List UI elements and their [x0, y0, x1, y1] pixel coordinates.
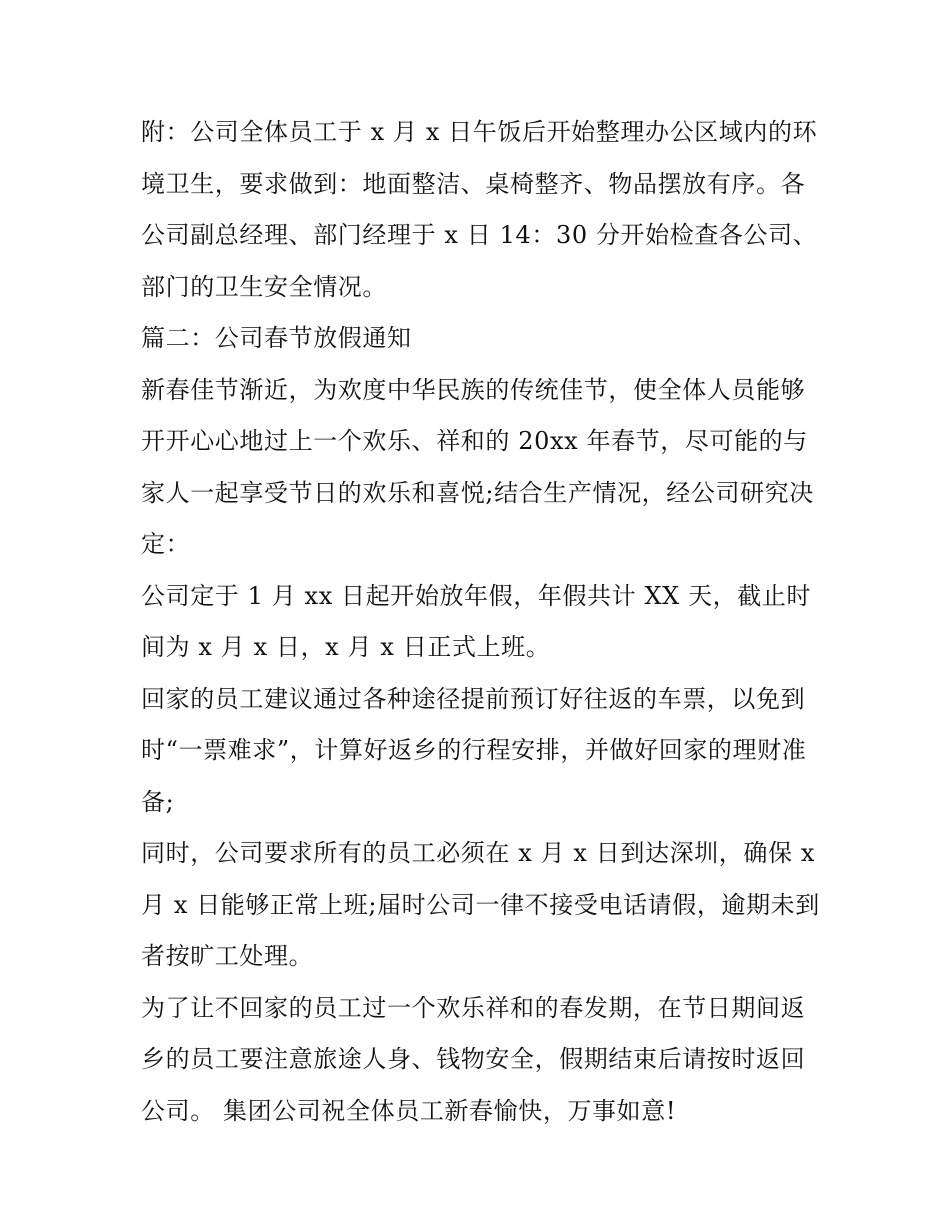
- return-requirement-paragraph: 同时，公司要求所有的员工必须在 x 月 x 日到达深圳，确保 x 月 x 日能够正常上班;届时公司一律不接受电话请假，逾期未到者按旷工处理。: [141, 839, 820, 970]
- section-heading: 篇二：公司春节放假通知: [141, 324, 412, 352]
- appendix-paragraph: 附：公司全体员工于 x 月 x 日午饭后开始整理办公区域内的环境卫生，要求做到：地面整洁、桌椅整齐、物品摆放有序。各公司副总经理、部门经理于 x 日 14：30 分开始检查各公司、部门的卫生安全情况。: [141, 118, 818, 301]
- travel-advice-paragraph: 回家的员工建议通过各种途径提前预订好往返的车票，以免到时“一票难求”，计算好返乡的行程安排，并做好回家的理财准备;: [141, 684, 807, 816]
- intro-paragraph: 新春佳节渐近，为欢度中华民族的传统佳节，使全体人员能够开开心心地过上一个欢乐、祥和的 20xx 年春节，尽可能的与家人一起享受节日的欢乐和喜悦;结合生产情况，经公司研究决定：: [141, 375, 814, 558]
- holiday-schedule-paragraph: 公司定于 1 月 xx 日起开始放年假，年假共计 XX 天，截止时间为 x 月 x 日，x 月 x 日正式上班。: [141, 581, 812, 661]
- document-body: [141, 107, 821, 1137]
- closing-paragraph: 为了让不回家的员工过一个欢乐祥和的春发期，在节日期间返乡的员工要注意旅途人身、钱物安全，假期结束后请按时返回公司。 集团公司祝全体员工新春愉快，万事如意!: [141, 993, 806, 1125]
